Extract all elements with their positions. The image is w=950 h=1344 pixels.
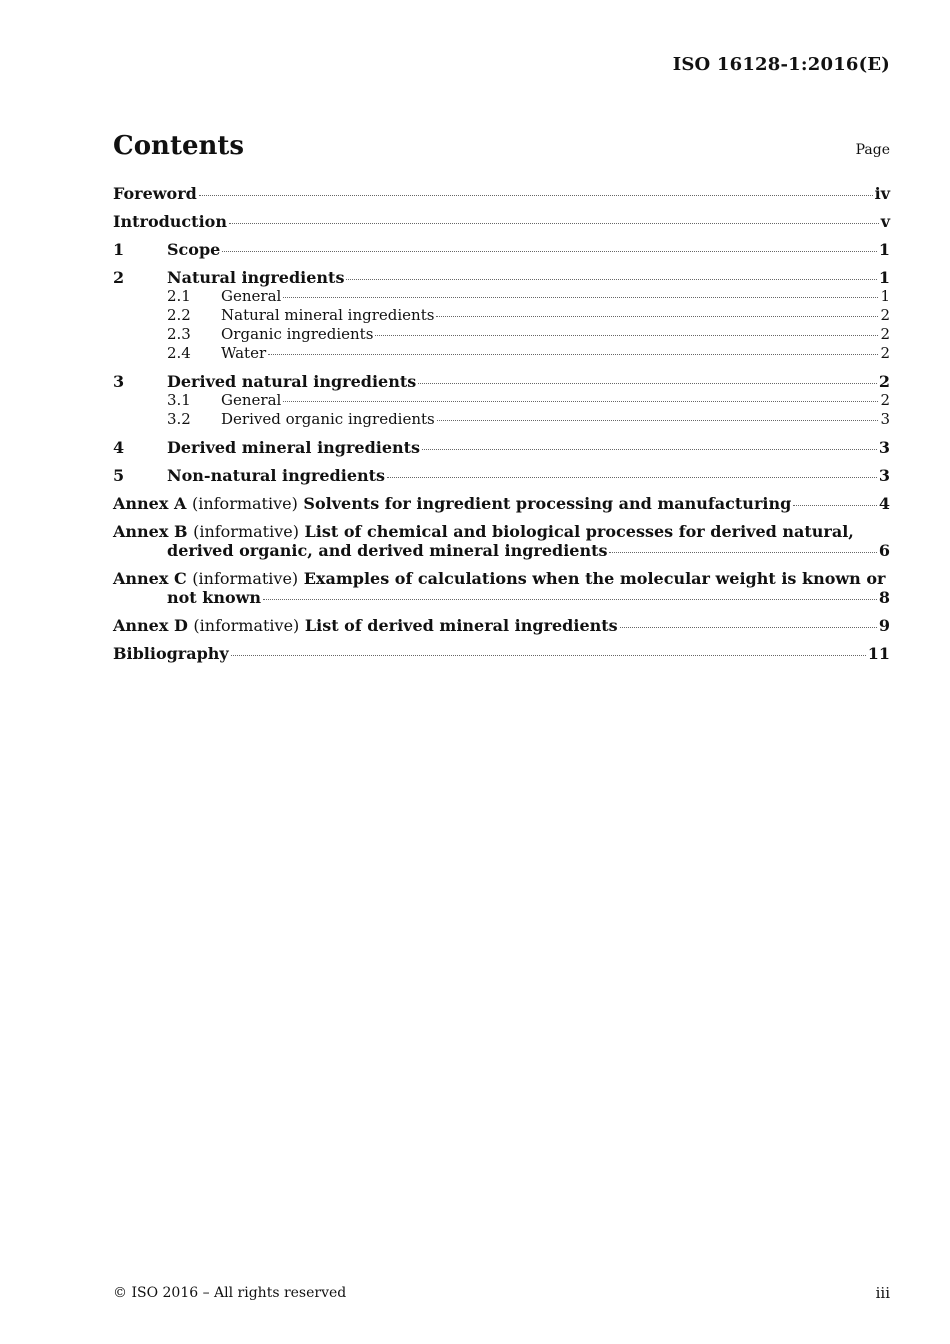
- leader-dots: [375, 334, 878, 336]
- leader-dots: [387, 476, 877, 478]
- toc-page: 9: [878, 616, 890, 635]
- copyright-notice: © ISO 2016 – All rights reserved: [113, 1285, 347, 1301]
- toc-entry-introduction[interactable]: [113, 212, 890, 231]
- toc-number: 2.2: [167, 306, 191, 324]
- annex-label: Annex A: [113, 494, 187, 513]
- contents-heading: Contents: [113, 131, 245, 161]
- page-column-label: Page: [855, 142, 890, 158]
- toc-entry-scope[interactable]: [113, 240, 890, 259]
- toc-title-line1: List of chemical and biological processes for derived natural,: [304, 522, 854, 541]
- toc-entry-2-2[interactable]: [113, 306, 890, 325]
- leader-dots: [222, 250, 877, 252]
- toc-number: 3.2: [167, 410, 191, 428]
- toc-page: 1: [878, 240, 890, 259]
- toc-number: 3: [113, 372, 125, 391]
- toc-title: Derived mineral ingredients: [167, 438, 421, 457]
- toc-page: 2: [880, 306, 890, 324]
- toc-title: Scope: [167, 240, 221, 259]
- leader-dots: [283, 400, 878, 402]
- leader-dots: [283, 296, 878, 298]
- leader-dots: [229, 222, 879, 224]
- toc-page: 8: [878, 588, 890, 607]
- toc-entry-derived-mineral-ingredients[interactable]: [113, 438, 890, 457]
- toc-title: Non-natural ingredients: [167, 466, 386, 485]
- toc-page: 3: [878, 466, 890, 485]
- annex-label: Annex C: [113, 569, 187, 588]
- toc-entry-bibliography[interactable]: [113, 644, 890, 663]
- toc-title: Natural ingredients: [167, 268, 345, 287]
- toc-number: 2.1: [167, 287, 191, 305]
- toc-title: Solvents for ingredient processing and manufacturing: [303, 494, 792, 513]
- leader-dots: [437, 419, 879, 421]
- annex-type: (informative): [193, 522, 299, 541]
- annex-type: (informative): [192, 569, 299, 588]
- toc-entry-annex-a[interactable]: [113, 494, 890, 513]
- toc-title: Derived organic ingredients: [221, 410, 435, 428]
- leader-dots: [793, 504, 877, 506]
- toc-entry-2-3[interactable]: [113, 325, 890, 344]
- toc-title: Organic ingredients: [221, 325, 374, 343]
- toc-entry-2-4[interactable]: [113, 344, 890, 363]
- toc-page: 3: [880, 410, 890, 428]
- toc-page: 1: [878, 268, 890, 287]
- toc-page: 2: [878, 372, 890, 391]
- page-number: iii: [875, 1284, 890, 1302]
- toc-title-line2: not known: [167, 588, 262, 607]
- toc-entry-annex-c[interactable]: [113, 569, 890, 607]
- toc-number: 4: [113, 438, 125, 457]
- toc-title: General: [221, 391, 282, 409]
- toc-entry-3-2[interactable]: [113, 410, 890, 429]
- annex-label: Annex D: [113, 616, 188, 635]
- leader-dots: [418, 382, 877, 384]
- toc-page: 6: [878, 541, 890, 560]
- toc-entry-3-1[interactable]: [113, 391, 890, 410]
- toc-title: General: [221, 287, 282, 305]
- toc-page: 2: [880, 325, 890, 343]
- toc-number: 2.4: [167, 344, 191, 362]
- toc-title-line2: derived organic, and derived mineral ingredients: [167, 541, 608, 560]
- leader-dots: [609, 551, 876, 553]
- toc-entry-natural-ingredients[interactable]: [113, 268, 890, 287]
- leader-dots: [346, 278, 876, 280]
- toc-page: 1: [880, 287, 890, 305]
- toc-entry-annex-d[interactable]: [113, 616, 890, 635]
- toc-entry-non-natural-ingredients[interactable]: [113, 466, 890, 485]
- toc-page: 2: [880, 344, 890, 362]
- table-of-contents: [113, 184, 890, 663]
- leader-dots: [199, 194, 873, 196]
- toc-entry-2-1[interactable]: [113, 287, 890, 306]
- annex-type: (informative): [193, 616, 300, 635]
- toc-entry-annex-b[interactable]: [113, 522, 890, 560]
- toc-page: iv: [874, 184, 890, 203]
- leader-dots: [620, 626, 877, 628]
- toc-page: v: [880, 212, 890, 231]
- toc-title: List of derived mineral ingredients: [304, 616, 618, 635]
- document-id: ISO 16128-1:2016(E): [672, 54, 890, 75]
- toc-page: 4: [878, 494, 890, 513]
- leader-dots: [436, 315, 878, 317]
- toc-entry-foreword[interactable]: [113, 184, 890, 203]
- toc-number: 5: [113, 466, 125, 485]
- toc-number: 2: [113, 268, 125, 287]
- toc-title: Foreword: [113, 184, 197, 203]
- annex-label: Annex B: [113, 522, 188, 541]
- toc-title: Introduction: [113, 212, 227, 231]
- leader-dots: [422, 448, 877, 450]
- toc-page: 3: [878, 438, 890, 457]
- toc-title: Derived natural ingredients: [167, 372, 417, 391]
- toc-title: Bibliography: [113, 644, 229, 663]
- toc-page: 2: [880, 391, 890, 409]
- leader-dots: [268, 353, 878, 355]
- toc-title: Water: [221, 344, 267, 362]
- leader-dots: [263, 598, 877, 600]
- toc-entry-derived-natural-ingredients[interactable]: [113, 372, 890, 391]
- toc-number: 1: [113, 240, 125, 259]
- toc-number: 3.1: [167, 391, 191, 409]
- annex-type: (informative): [191, 494, 298, 513]
- leader-dots: [231, 654, 866, 656]
- toc-title: Natural mineral ingredients: [221, 306, 435, 324]
- toc-title-line1: Examples of calculations when the molecular weight is known or: [303, 569, 886, 588]
- toc-page: 11: [867, 644, 890, 663]
- toc-number: 2.3: [167, 325, 191, 343]
